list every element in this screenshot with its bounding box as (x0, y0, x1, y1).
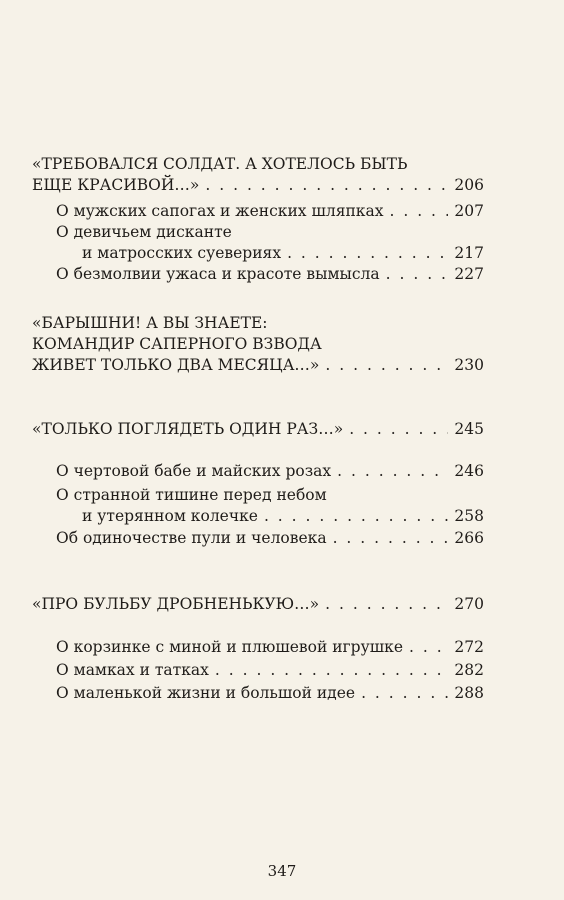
toc-entry-section (56, 660, 484, 681)
toc-entry-title: О чертовой бабе и майских розах (56, 462, 332, 480)
toc-entry-section (56, 201, 484, 222)
dot-leader (389, 201, 448, 222)
toc-entry-title: Об одиночестве пули и человека (56, 529, 327, 547)
dot-leader (215, 660, 449, 681)
toc-entry-title: «БАРЫШНИ! А ВЫ ЗНАЕТЕ: (32, 314, 268, 332)
toc-entry-title: О странной тишине перед небом (56, 486, 327, 504)
toc-page-number: 266 (454, 529, 484, 547)
toc-entry-title: О безмолвии ужаса и красоте вымысла (56, 265, 380, 283)
toc-entry-section (56, 461, 484, 482)
toc-page-number: 245 (454, 420, 484, 438)
toc-page-number: 288 (454, 684, 484, 702)
dot-leader (287, 243, 448, 264)
toc-entry-chapter (32, 594, 484, 615)
dot-leader (349, 419, 448, 440)
dot-leader (205, 175, 448, 196)
dot-leader (325, 594, 448, 615)
toc-page-number: 272 (454, 638, 484, 656)
toc-page-number: 270 (454, 595, 484, 613)
toc-page-number: 217 (454, 244, 484, 262)
toc-page-number: 282 (454, 661, 484, 679)
toc-page-number: 258 (454, 507, 484, 525)
toc-entry-title: «ПРО БУЛЬБУ ДРОБНЕНЬКУЮ…» (32, 595, 320, 613)
toc-entry-title: КОМАНДИР САПЕРНОГО ВЗВОДА (32, 335, 322, 353)
toc-entry-title: О корзинке с миной и плюшевой игрушке (56, 638, 403, 656)
toc-entry-section (56, 637, 484, 658)
dot-leader (386, 264, 449, 285)
toc-entry-section (56, 485, 484, 527)
toc-entry-title: и матросских суевериях (82, 244, 282, 262)
toc-page-number: 207 (454, 202, 484, 220)
toc-entry-title: О мамках и татках (56, 661, 209, 679)
toc-page-number: 246 (454, 462, 484, 480)
page-number: 347 (267, 862, 297, 880)
toc-entry-title: ЖИВЕТ ТОЛЬКО ДВА МЕСЯЦА…» (32, 356, 320, 374)
toc-entry-section (56, 528, 484, 549)
dot-leader (409, 637, 448, 658)
toc-entry-title: «ТОЛЬКО ПОГЛЯДЕТЬ ОДИН РАЗ…» (32, 420, 344, 438)
toc-entry-section (56, 683, 484, 704)
dot-leader (325, 355, 448, 376)
toc-entry-title: и утерянном колечке (82, 507, 258, 525)
toc-page-number: 206 (454, 176, 484, 194)
toc-entry-section (56, 222, 484, 264)
toc-entry-chapter (32, 419, 484, 440)
toc-entry-title: «ТРЕБОВАЛСЯ СОЛДАТ. А ХОТЕЛОСЬ БЫТЬ (32, 155, 408, 173)
toc-entry-title: О маленькой жизни и большой идее (56, 684, 356, 702)
dot-leader (337, 461, 448, 482)
toc-entry-title: ЕЩЕ КРАСИВОЙ…» (32, 176, 200, 194)
toc-page-number: 230 (454, 356, 484, 374)
dot-leader (361, 683, 448, 704)
toc-entry-chapter (32, 154, 484, 196)
toc-entry-title: О девичьем дисканте (56, 223, 232, 241)
toc-page-number: 227 (454, 265, 484, 283)
toc-entry-chapter (32, 313, 484, 376)
toc-entry-title: О мужских сапогах и женских шляпках (56, 202, 384, 220)
dot-leader (333, 528, 449, 549)
toc-entry-section (56, 264, 484, 285)
dot-leader (264, 506, 448, 527)
